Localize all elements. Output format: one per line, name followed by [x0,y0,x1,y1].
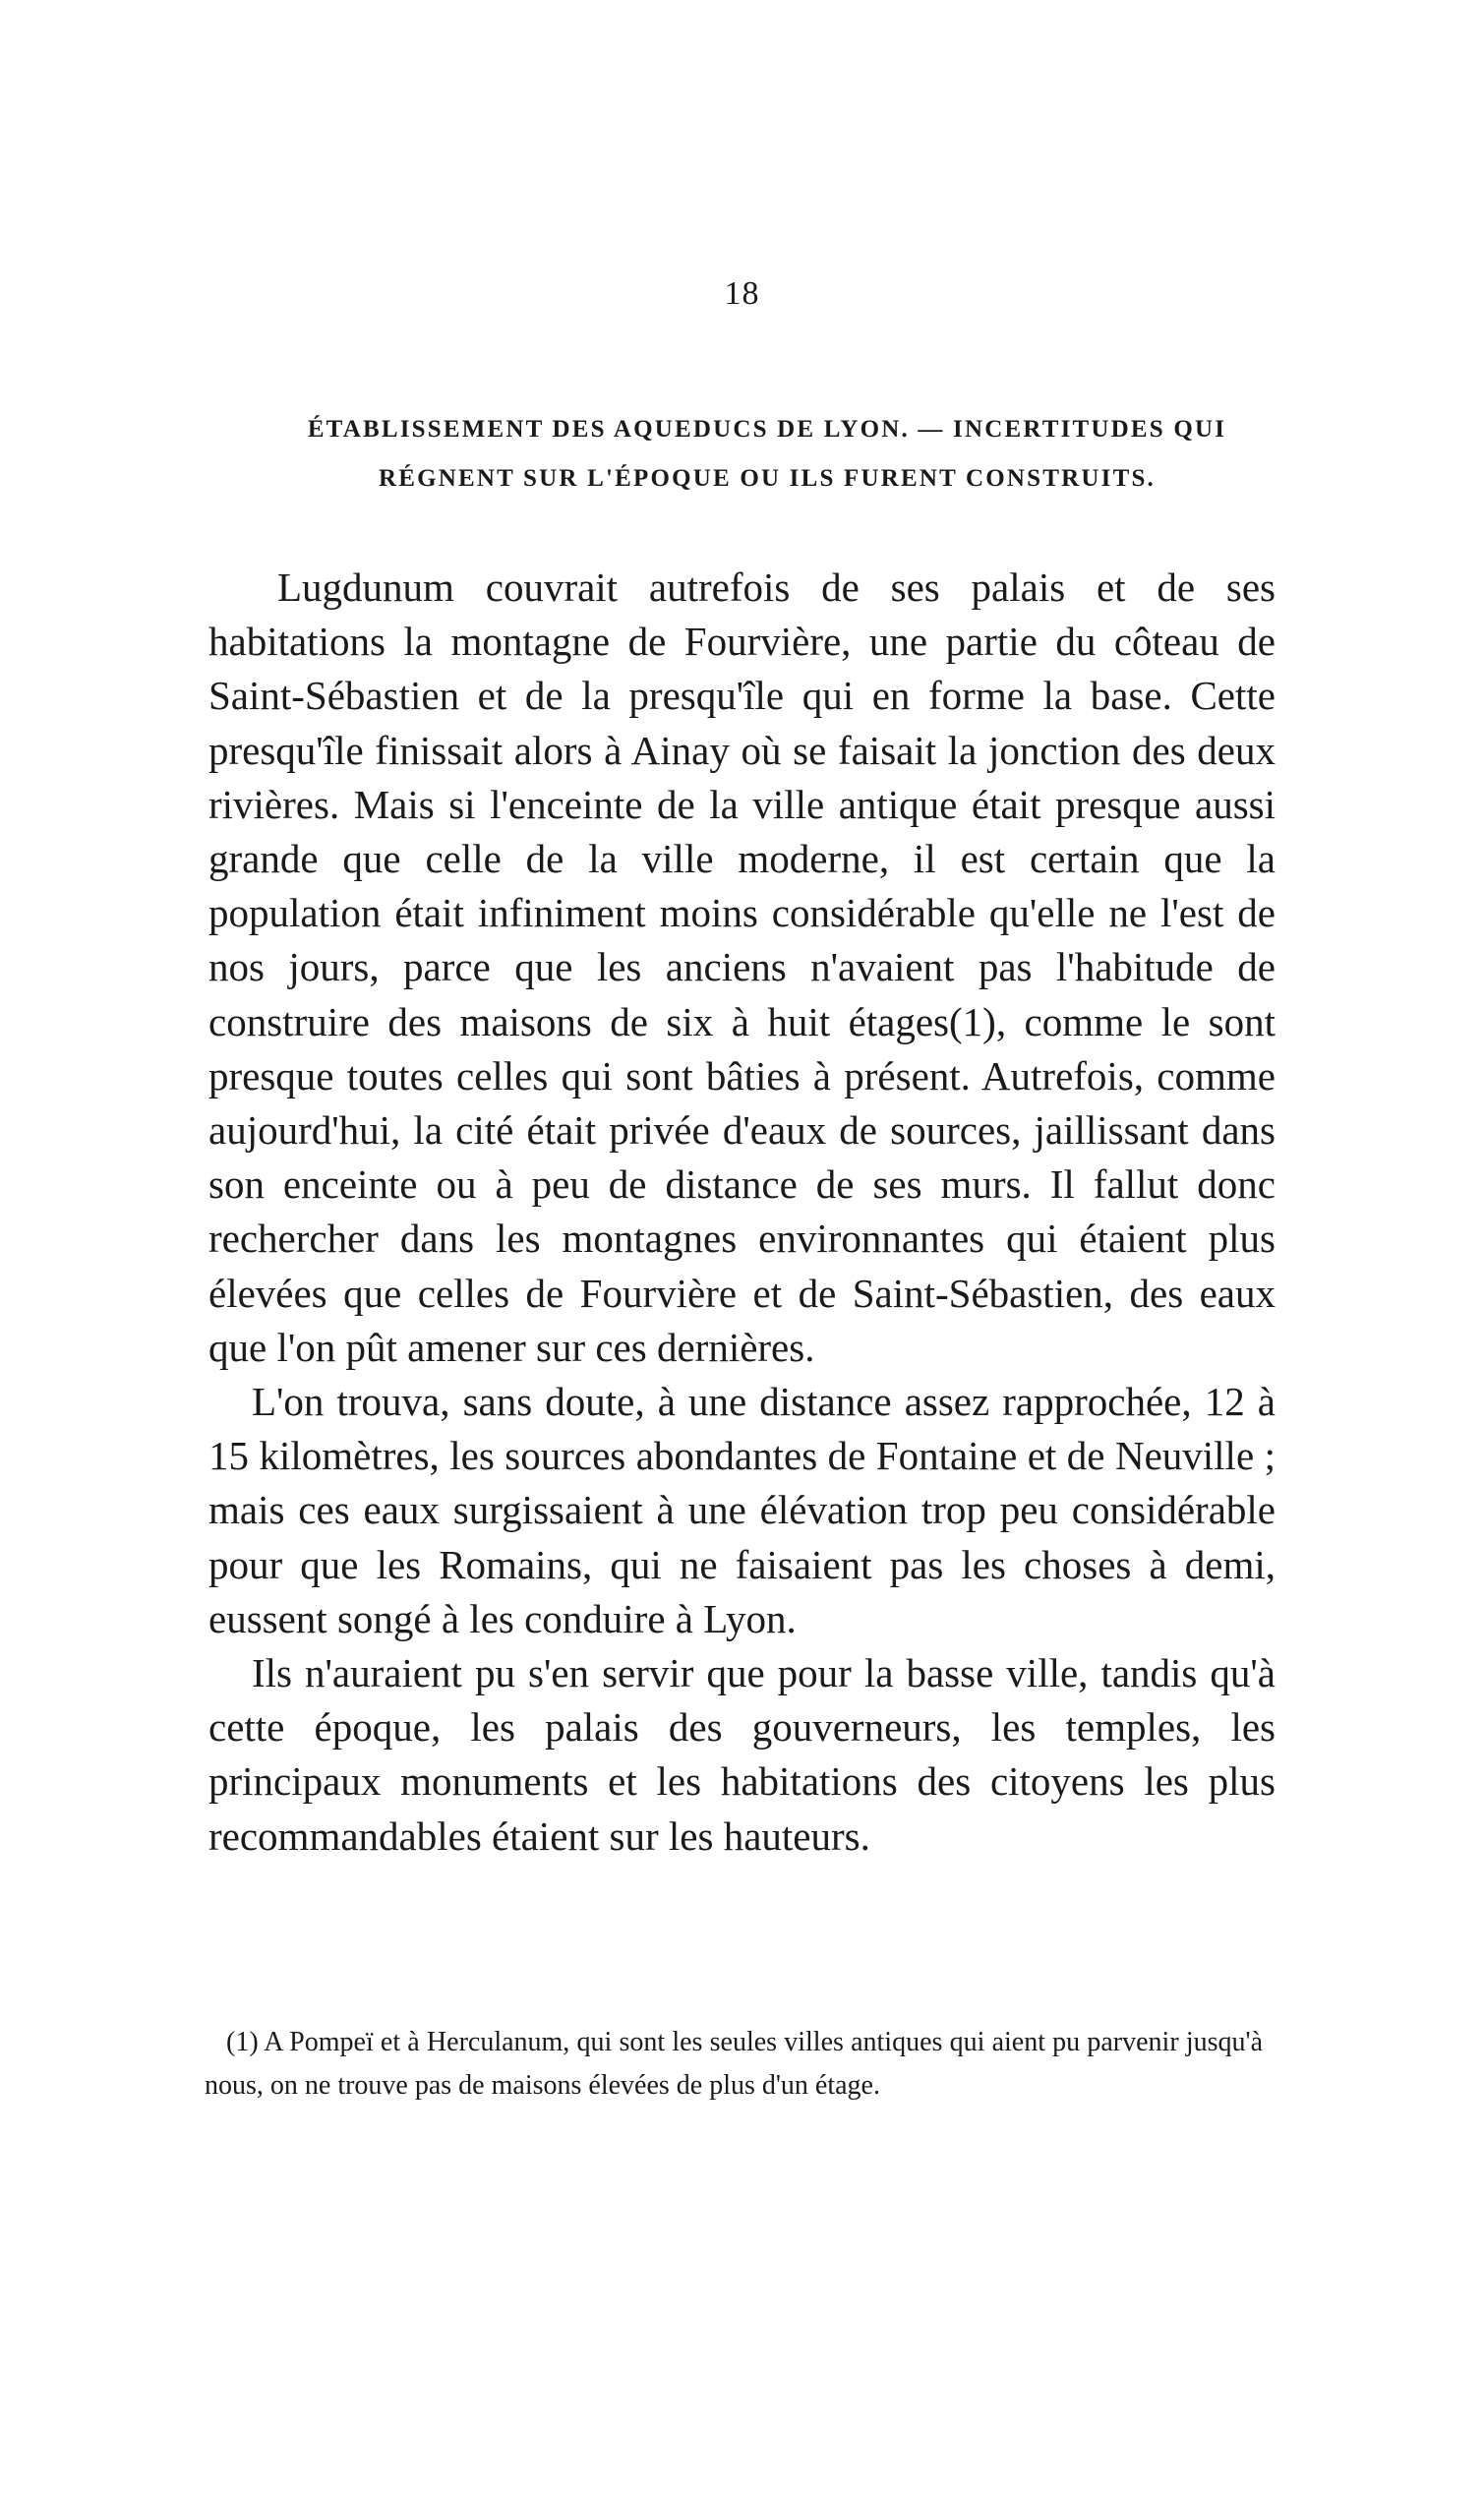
paragraph: Lugdunum couvrait autrefois de ses palais et de ses habitations la montagne de Fourvière, une partie du côteau de Saint-Sébastien et de la presqu'île qui en forme la base. Cette presqu'île finissait alors à Ainay où se faisait la jonction des deux rivières. Mais si l'enceinte de la ville antique était presque aussi grande que celle de la ville moderne, il est certain que la population était infiniment moins considérable qu'elle ne l'est de nos jours, parce que les anciens n'avaient pas l'habitude de construire des maisons de six à huit étages(1), comme le sont presque toutes celles qui sont bâties à présent. Autrefois, comme aujourd'hui, la cité était privée d'eaux de sources, jaillissant dans son enceinte ou à peu de distance de ses murs. Il fallut donc rechercher dans les montagnes environnantes qui étaient plus élevées que celles de Fourvière et de Saint-Sébastien, des eaux que l'on pût amener sur ces dernières. [208,564,1276,1370]
paragraph: L'on trouva, sans doute, à une distance assez rapprochée, 12 à 15 kilomètres, les sources abondantes de Fontaine et de Neuville ; mais ces eaux surgissaient à une élévation trop peu considérable pour que les Romains, qui ne faisaient pas les choses à demi, eussent songé à les conduire à Lyon. [208,1379,1276,1641]
body-text [208,561,1276,1864]
page-number: 18 [724,275,760,312]
footnote [205,2021,1263,2108]
chapter-heading-line-2: RÉGNENT SUR L'ÉPOQUE OU ILS FURENT CONSTRUITS. [378,465,1157,492]
footnote-text: (1) A Pompeï et à Herculanum, qui sont les seules villes antiques qui aient pu parvenir jusqu'à nous, on ne trouve pas de maisons élevées de plus d'un étage. [205,2027,1263,2101]
paragraph: Ils n'auraient pu s'en servir que pour la basse ville, tandis qu'à cette époque, les palais des gouverneurs, les temples, les principaux monuments et les habitations des citoyens les plus recommandables étaient sur les hauteurs. [208,1650,1276,1859]
chapter-heading [231,405,1303,504]
chapter-heading-line-1: ÉTABLISSEMENT DES AQUEDUCS DE LYON. — INCERTITUDES QUI [307,416,1227,443]
